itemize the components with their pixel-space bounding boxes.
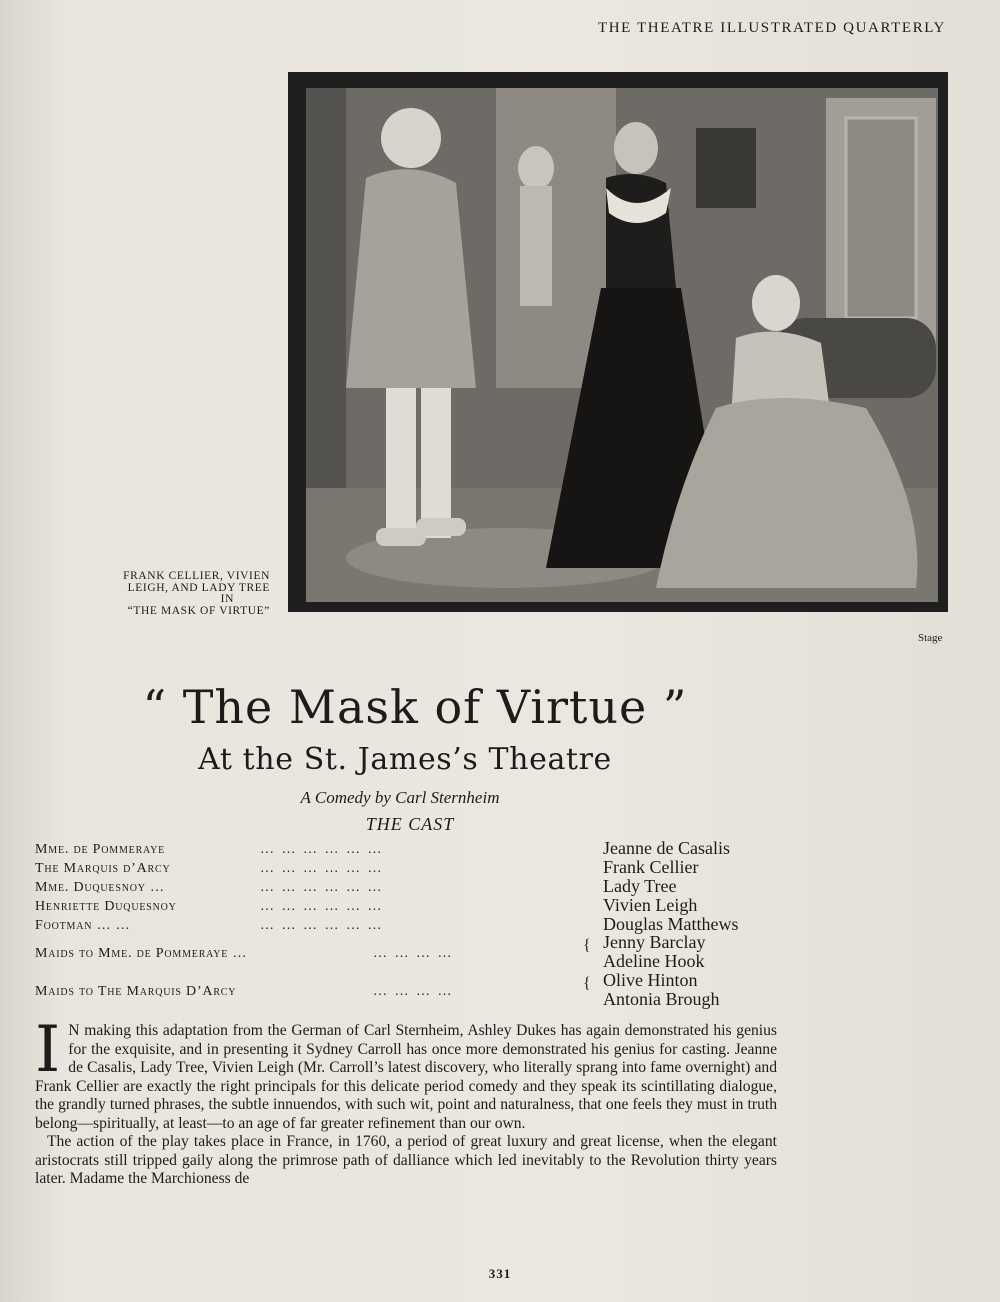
cast-actor: Frank Cellier [603, 857, 699, 877]
page-number: 331 [488, 1266, 512, 1281]
cast-role: Mme. de Pommeraye [35, 842, 166, 857]
article-title: “ The Mask of Virtue ” [142, 680, 688, 734]
cast-role: Footman … … [35, 918, 131, 933]
caption-line: “THE MASK OF VIRTUE” [127, 604, 270, 617]
photo-credit: Stage [918, 632, 943, 644]
cast-role: Henriette Duquesnoy [35, 899, 177, 914]
article-paragraph [35, 1133, 777, 1189]
cast-group [35, 970, 775, 1009]
cast-actor: Antonia Brough [603, 989, 720, 1009]
paragraph-text: The action of the play takes place in France, in 1760, a period of great luxury and great license, when the elegant aristocrats still tripped gaily along the primrose path of dalliance which led inevitably to the Revolution thirty years later. Madame the Marchioness de [35, 1133, 777, 1187]
photo-caption [60, 571, 270, 617]
byline: A Comedy by Carl Sternheim [300, 788, 500, 807]
paragraph-text: N making this adaptation from the German of Carl Sternheim, Ashley Dukes has again demonstrated his genius for the exquisite, and in presenting it Sydney Carroll has once more demonstrated his genius for casting. Jeanne de Casalis, Lady Tree, Vivien Leigh (Mr. Carroll’s latest discovery, who literally sprang into fame overnight) and Frank Cellier are exactly the right principals for this delicate period comedy and they speak its scintillating dialogue, the grandly turned phrases, the subtle innuendos, with such wit, point and naturalness, that one feels they must in truth belong—spiritually, at least—to an age of far greater refinement than our own. [35, 1022, 777, 1132]
caption-line: IN [220, 593, 234, 605]
cast-role: Mme. Duquesnoy … [35, 880, 165, 895]
leader-dots: … … … … [373, 946, 454, 961]
cast-role: The Marquis d’Arcy [35, 861, 171, 876]
leader-dots: … … … … … … [260, 880, 384, 895]
cast-actor: Olive Hinton [603, 970, 698, 990]
article-body [35, 1013, 777, 1189]
leader-dots: … … … … … … [260, 918, 384, 933]
drop-cap: I [35, 1013, 61, 1087]
cast-role: Maids to Mme. de Pommeraye … [35, 946, 248, 961]
article-subtitle: At the St. James’s Theatre [198, 742, 612, 777]
cast-actor: Vivien Leigh [603, 895, 698, 915]
leader-dots: … … … … … … [260, 861, 384, 876]
cast-actor: Douglas Matthews [603, 914, 739, 934]
cast-role: Maids to The Marquis D’Arcy [35, 984, 237, 999]
cast-actor: Adeline Hook [603, 951, 705, 971]
caption-line: LEIGH, AND LADY TREE [127, 581, 270, 594]
photo-image [306, 88, 938, 602]
article-paragraph [35, 1013, 777, 1133]
stage-photograph [288, 72, 948, 612]
brace-glyph: { [583, 975, 591, 992]
running-head: THE THEATRE ILLUSTRATED QUARTERLY [597, 20, 946, 36]
leader-dots: … … … … [373, 984, 454, 999]
stage-scene-illustration [306, 88, 938, 602]
cast-heading: THE CAST [365, 814, 455, 834]
caption-line: FRANK CELLIER, VIVIEN [123, 570, 270, 582]
cast-actor: Jenny Barclay [603, 932, 706, 952]
leader-dots: … … … … … … [260, 842, 384, 857]
leader-dots: … … … … … … [260, 899, 384, 914]
brace-glyph: { [583, 937, 591, 954]
cast-actor: Lady Tree [603, 876, 677, 896]
cast-group [35, 932, 775, 971]
cast-actor: Jeanne de Casalis [603, 838, 730, 858]
